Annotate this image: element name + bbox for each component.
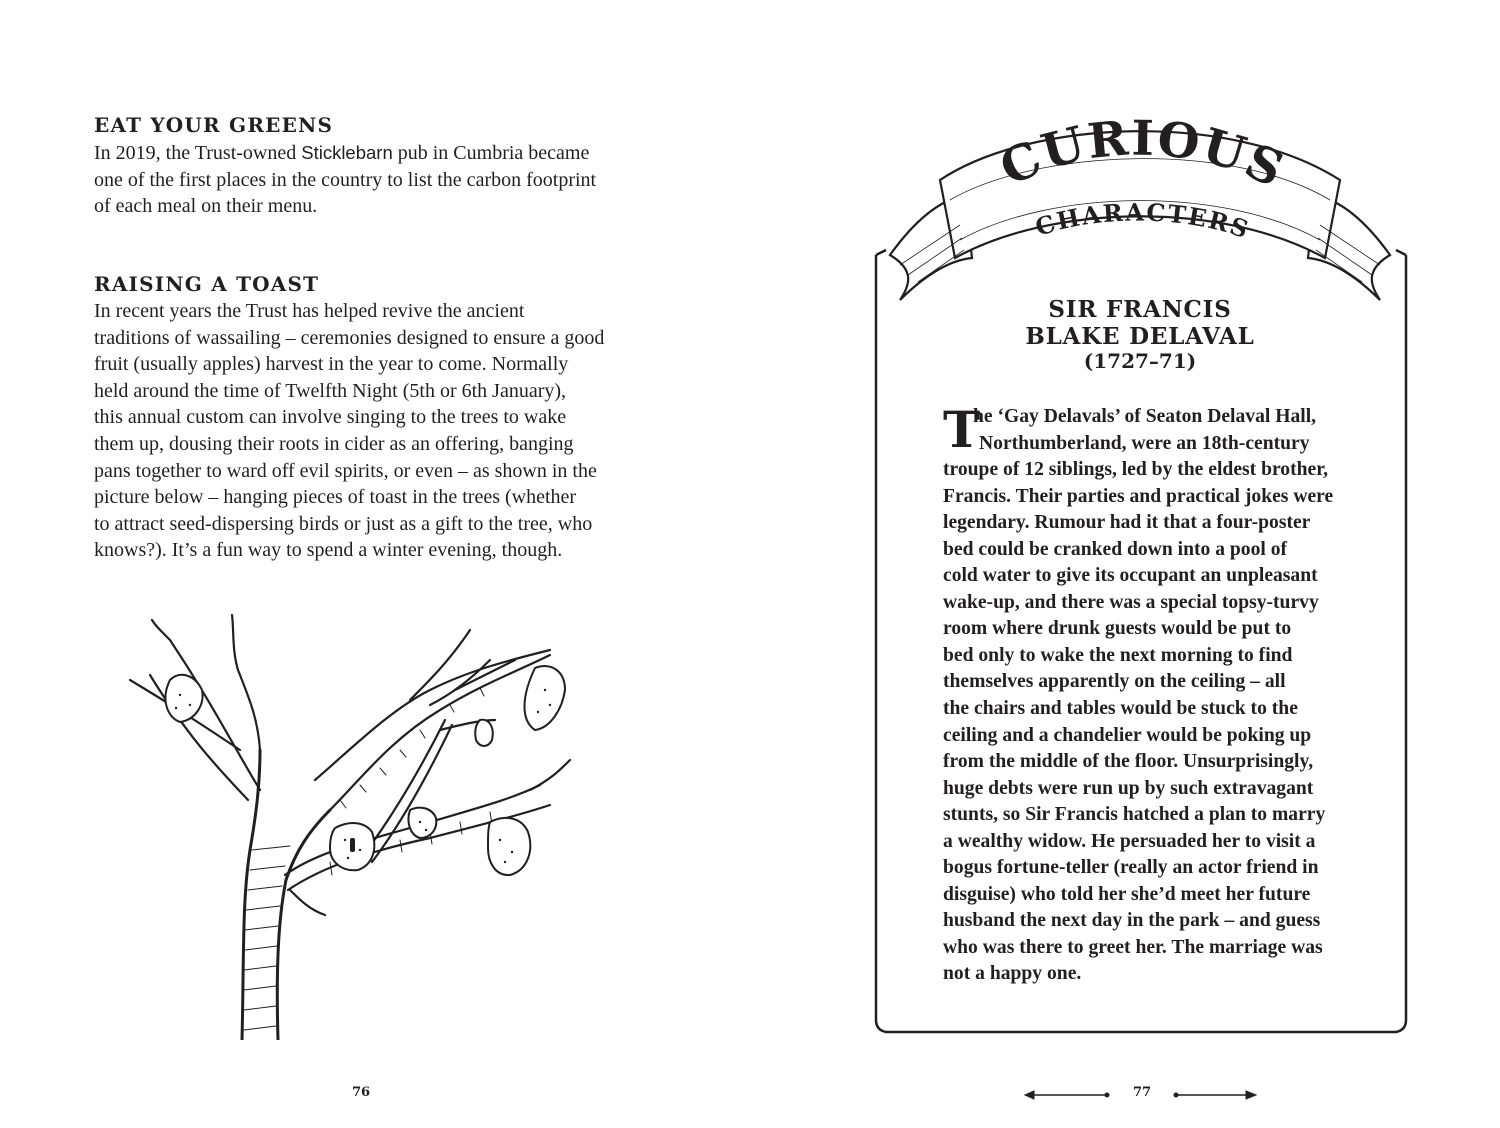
story-line: cold water to give its occupant an unpleasant bbox=[943, 565, 1318, 587]
character-name-line2: BLAKE DELAVAL bbox=[1025, 323, 1255, 350]
banner-title-bottom: CHARACTERS bbox=[1031, 197, 1254, 245]
section-body-raising-a-toast bbox=[94, 298, 634, 564]
story-line: Francis. Their parties and practical jokes were bbox=[943, 485, 1334, 507]
body-line: held around the time of Twelfth Night (5th or 6th January), bbox=[94, 379, 567, 402]
story-line: huge debts were run up by such extravagant bbox=[943, 777, 1314, 799]
character-story bbox=[943, 400, 1343, 988]
story-line: husband the next day in the park – and guess bbox=[943, 910, 1321, 932]
body-line: picture below – hanging pieces of toast in the trees (whether bbox=[94, 486, 577, 509]
tree-with-toast-illustration bbox=[110, 600, 600, 1040]
section-body-eat-your-greens bbox=[94, 140, 634, 220]
page-number-left: 76 bbox=[352, 1085, 371, 1100]
story-line: who was there to greet her. The marriage was bbox=[943, 936, 1323, 958]
body-line: them up, dousing their roots in cider as an offering, banging bbox=[94, 432, 574, 455]
story-line: bogus fortune-teller (really an actor friend in bbox=[943, 857, 1319, 879]
story-line: bed only to wake the next morning to find bbox=[943, 644, 1293, 666]
section-heading-eat-your-greens: EAT YOUR GREENS bbox=[94, 113, 334, 137]
story-line: troupe of 12 siblings, led by the eldest brother, bbox=[943, 459, 1329, 481]
body-line: fruit (usually apples) harvest in the year to come. Normally bbox=[94, 353, 569, 376]
right-page bbox=[750, 0, 1500, 1128]
story-line: room where drunk guests would be put to bbox=[943, 618, 1292, 640]
body-line: knows?). It’s a fun way to spend a winter evening, though. bbox=[94, 539, 563, 562]
page-number-right: 77 bbox=[1133, 1085, 1152, 1100]
pub-name: Sticklebarn bbox=[301, 142, 393, 163]
story-line: legendary. Rumour had it that a four-poster bbox=[943, 512, 1311, 534]
story-line: bed could be cranked down into a pool of bbox=[943, 538, 1288, 560]
story-line: from the middle of the floor. Unsurprisingly, bbox=[943, 751, 1314, 773]
body-line: traditions of wassailing – ceremonies designed to ensure a good bbox=[94, 326, 605, 349]
body-line: this annual custom can involve singing to the trees to wake bbox=[94, 406, 567, 429]
story-line: ceiling and a chandelier would be poking up bbox=[943, 724, 1312, 746]
story-line: the chairs and tables would be stuck to the bbox=[943, 698, 1298, 720]
body-line: one of the first places in the country to list the carbon footprint bbox=[94, 168, 597, 191]
body-line: to attract seed-dispersing birds or just as a gift to the tree, who bbox=[94, 512, 593, 535]
story-line: stunts, so Sir Francis hatched a plan to marry bbox=[943, 804, 1326, 826]
body-line: of each meal on their menu. bbox=[94, 195, 318, 218]
story-line: wake-up, and there was a special topsy-turvy bbox=[943, 591, 1319, 613]
body-line: pans together to ward off evil spirits, or even – as shown in the bbox=[94, 459, 597, 482]
story-line: disguise) who told her she’d meet her future bbox=[943, 883, 1311, 905]
body-line: In recent years the Trust has helped revive the ancient bbox=[94, 300, 525, 322]
story-line: themselves apparently on the ceiling – all bbox=[943, 671, 1286, 693]
story-line: not a happy one. bbox=[943, 963, 1082, 985]
banner-title-top: CURIOUS bbox=[991, 110, 1294, 200]
drop-cap: T bbox=[943, 400, 981, 459]
section-heading-raising-a-toast: RAISING A TOAST bbox=[94, 272, 320, 296]
character-name-line1: SIR FRANCIS bbox=[1048, 296, 1232, 323]
character-years: (1727–71) bbox=[1083, 349, 1197, 373]
body-line: In 2019, the Trust-owned Sticklebarn pub in Cumbria became bbox=[94, 142, 590, 164]
story-line: Northumberland, were an 18th-century bbox=[979, 432, 1310, 454]
story-line: he ‘Gay Delavals’ of Seaton Delaval Hall, bbox=[973, 406, 1317, 427]
story-line: a wealthy widow. He persuaded her to visit a bbox=[943, 830, 1316, 852]
